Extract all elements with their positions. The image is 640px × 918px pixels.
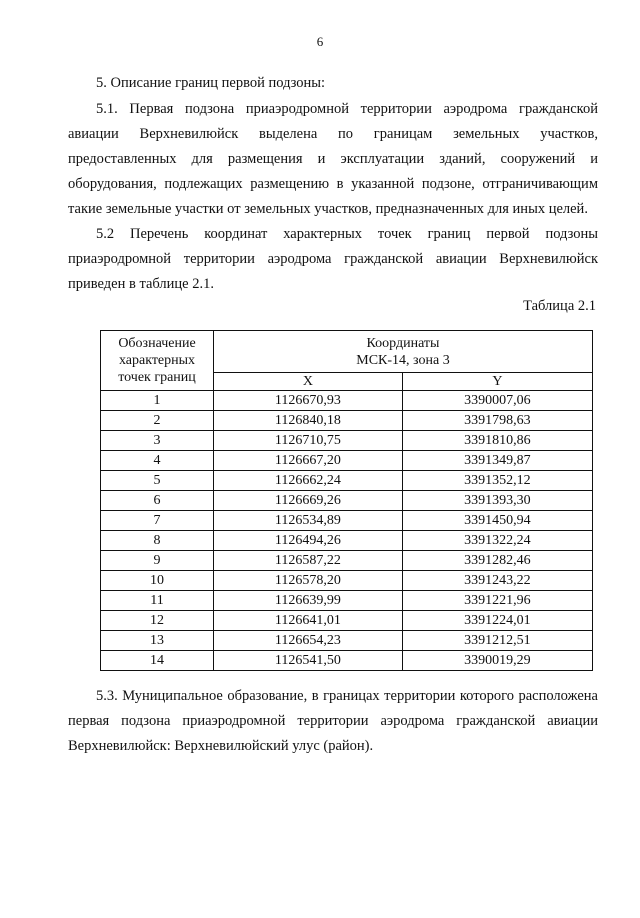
table-row bbox=[101, 551, 593, 571]
point-number: 5 bbox=[101, 471, 214, 491]
point-number: 6 bbox=[101, 491, 214, 511]
coord-x: 1126840,18 bbox=[214, 411, 403, 431]
paragraph-line: первая подзона приаэродромной территории аэродрома гражданской авиации bbox=[68, 713, 598, 729]
table-row bbox=[101, 611, 593, 631]
paragraph-line: Верхневилюйск: Верхневилюйский улус (район). bbox=[68, 738, 374, 754]
paragraph-5-3 bbox=[68, 684, 598, 759]
paragraph-5-2 bbox=[68, 222, 598, 297]
coord-x: 1126578,20 bbox=[214, 571, 403, 591]
point-number: 2 bbox=[101, 411, 214, 431]
coord-y: 3391450,94 bbox=[402, 511, 592, 531]
section-heading: 5. Описание границ первой подзоны: bbox=[96, 75, 326, 91]
point-number: 13 bbox=[101, 631, 214, 651]
coordinates-table bbox=[100, 330, 593, 671]
table-row bbox=[101, 631, 593, 651]
coord-y: 3390007,06 bbox=[402, 391, 592, 411]
coord-y: 3391349,87 bbox=[402, 451, 592, 471]
table-row bbox=[101, 451, 593, 471]
table-row bbox=[101, 571, 593, 591]
coord-x: 1126662,24 bbox=[214, 471, 403, 491]
coord-y: 3391212,51 bbox=[402, 631, 592, 651]
point-number: 7 bbox=[101, 511, 214, 531]
table-row bbox=[101, 411, 593, 431]
paragraph-line: 5.3. Муниципальное образование, в границах территории которого расположена bbox=[96, 688, 598, 704]
coord-x: 1126587,22 bbox=[214, 551, 403, 571]
point-number: 8 bbox=[101, 531, 214, 551]
coord-y: 3390019,29 bbox=[402, 651, 592, 671]
paragraph-5-1 bbox=[68, 97, 598, 222]
header-coordinates: Координаты МСК-14, зона 3 bbox=[214, 331, 593, 373]
coord-x: 1126670,93 bbox=[214, 391, 403, 411]
paragraph-line: 5.1. Первая подзона приаэродромной территории аэродрома гражданской bbox=[96, 101, 598, 117]
table-row bbox=[101, 471, 593, 491]
header-point-designation: Обозначение характерных точек границ bbox=[101, 331, 214, 391]
coord-y: 3391393,30 bbox=[402, 491, 592, 511]
coord-x: 1126639,99 bbox=[214, 591, 403, 611]
coord-y: 3391243,22 bbox=[402, 571, 592, 591]
paragraph-line: такие земельные участки от земельных участков, предназначенных для иных целей. bbox=[68, 201, 588, 217]
table-row bbox=[101, 491, 593, 511]
coord-x: 1126541,50 bbox=[214, 651, 403, 671]
point-number: 14 bbox=[101, 651, 214, 671]
table-row bbox=[101, 531, 593, 551]
paragraph-line: оборудования, подлежащих размещению в указанной подзоне, отграничивающим bbox=[68, 176, 598, 192]
header-y: Y bbox=[402, 373, 592, 391]
paragraph-line: предоставленных для размещения и эксплуатации зданий, сооружений и bbox=[68, 151, 598, 167]
paragraph-line: 5.2 Перечень координат характерных точек границ первой подзоны bbox=[96, 226, 598, 242]
coord-y: 3391352,12 bbox=[402, 471, 592, 491]
paragraph-line: приаэродромной территории аэродрома гражданской авиации Верхневилюйск bbox=[68, 251, 598, 267]
point-number: 11 bbox=[101, 591, 214, 611]
coord-x: 1126667,20 bbox=[214, 451, 403, 471]
page-number: 6 bbox=[316, 34, 324, 49]
coord-x: 1126669,26 bbox=[214, 491, 403, 511]
coord-y: 3391282,46 bbox=[402, 551, 592, 571]
coord-x: 1126641,01 bbox=[214, 611, 403, 631]
table-row bbox=[101, 511, 593, 531]
table-row bbox=[101, 391, 593, 411]
point-number: 9 bbox=[101, 551, 214, 571]
coord-x: 1126710,75 bbox=[214, 431, 403, 451]
coord-y: 3391224,01 bbox=[402, 611, 592, 631]
point-number: 12 bbox=[101, 611, 214, 631]
coord-x: 1126654,23 bbox=[214, 631, 403, 651]
header-x: X bbox=[214, 373, 403, 391]
table-row bbox=[101, 651, 593, 671]
coord-x: 1126494,26 bbox=[214, 531, 403, 551]
point-number: 10 bbox=[101, 571, 214, 591]
point-number: 1 bbox=[101, 391, 214, 411]
table-row bbox=[101, 431, 593, 451]
point-number: 4 bbox=[101, 451, 214, 471]
coord-x: 1126534,89 bbox=[214, 511, 403, 531]
coord-y: 3391810,86 bbox=[402, 431, 592, 451]
coord-y: 3391322,24 bbox=[402, 531, 592, 551]
coord-y: 3391221,96 bbox=[402, 591, 592, 611]
point-number: 3 bbox=[101, 431, 214, 451]
paragraph-line: авиации Верхневилюйск выделена по границам земельных участков, bbox=[68, 126, 598, 142]
coord-y: 3391798,63 bbox=[402, 411, 592, 431]
table-caption: Таблица 2.1 bbox=[523, 298, 596, 314]
table-row bbox=[101, 591, 593, 611]
paragraph-line: приведен в таблице 2.1. bbox=[68, 276, 214, 292]
